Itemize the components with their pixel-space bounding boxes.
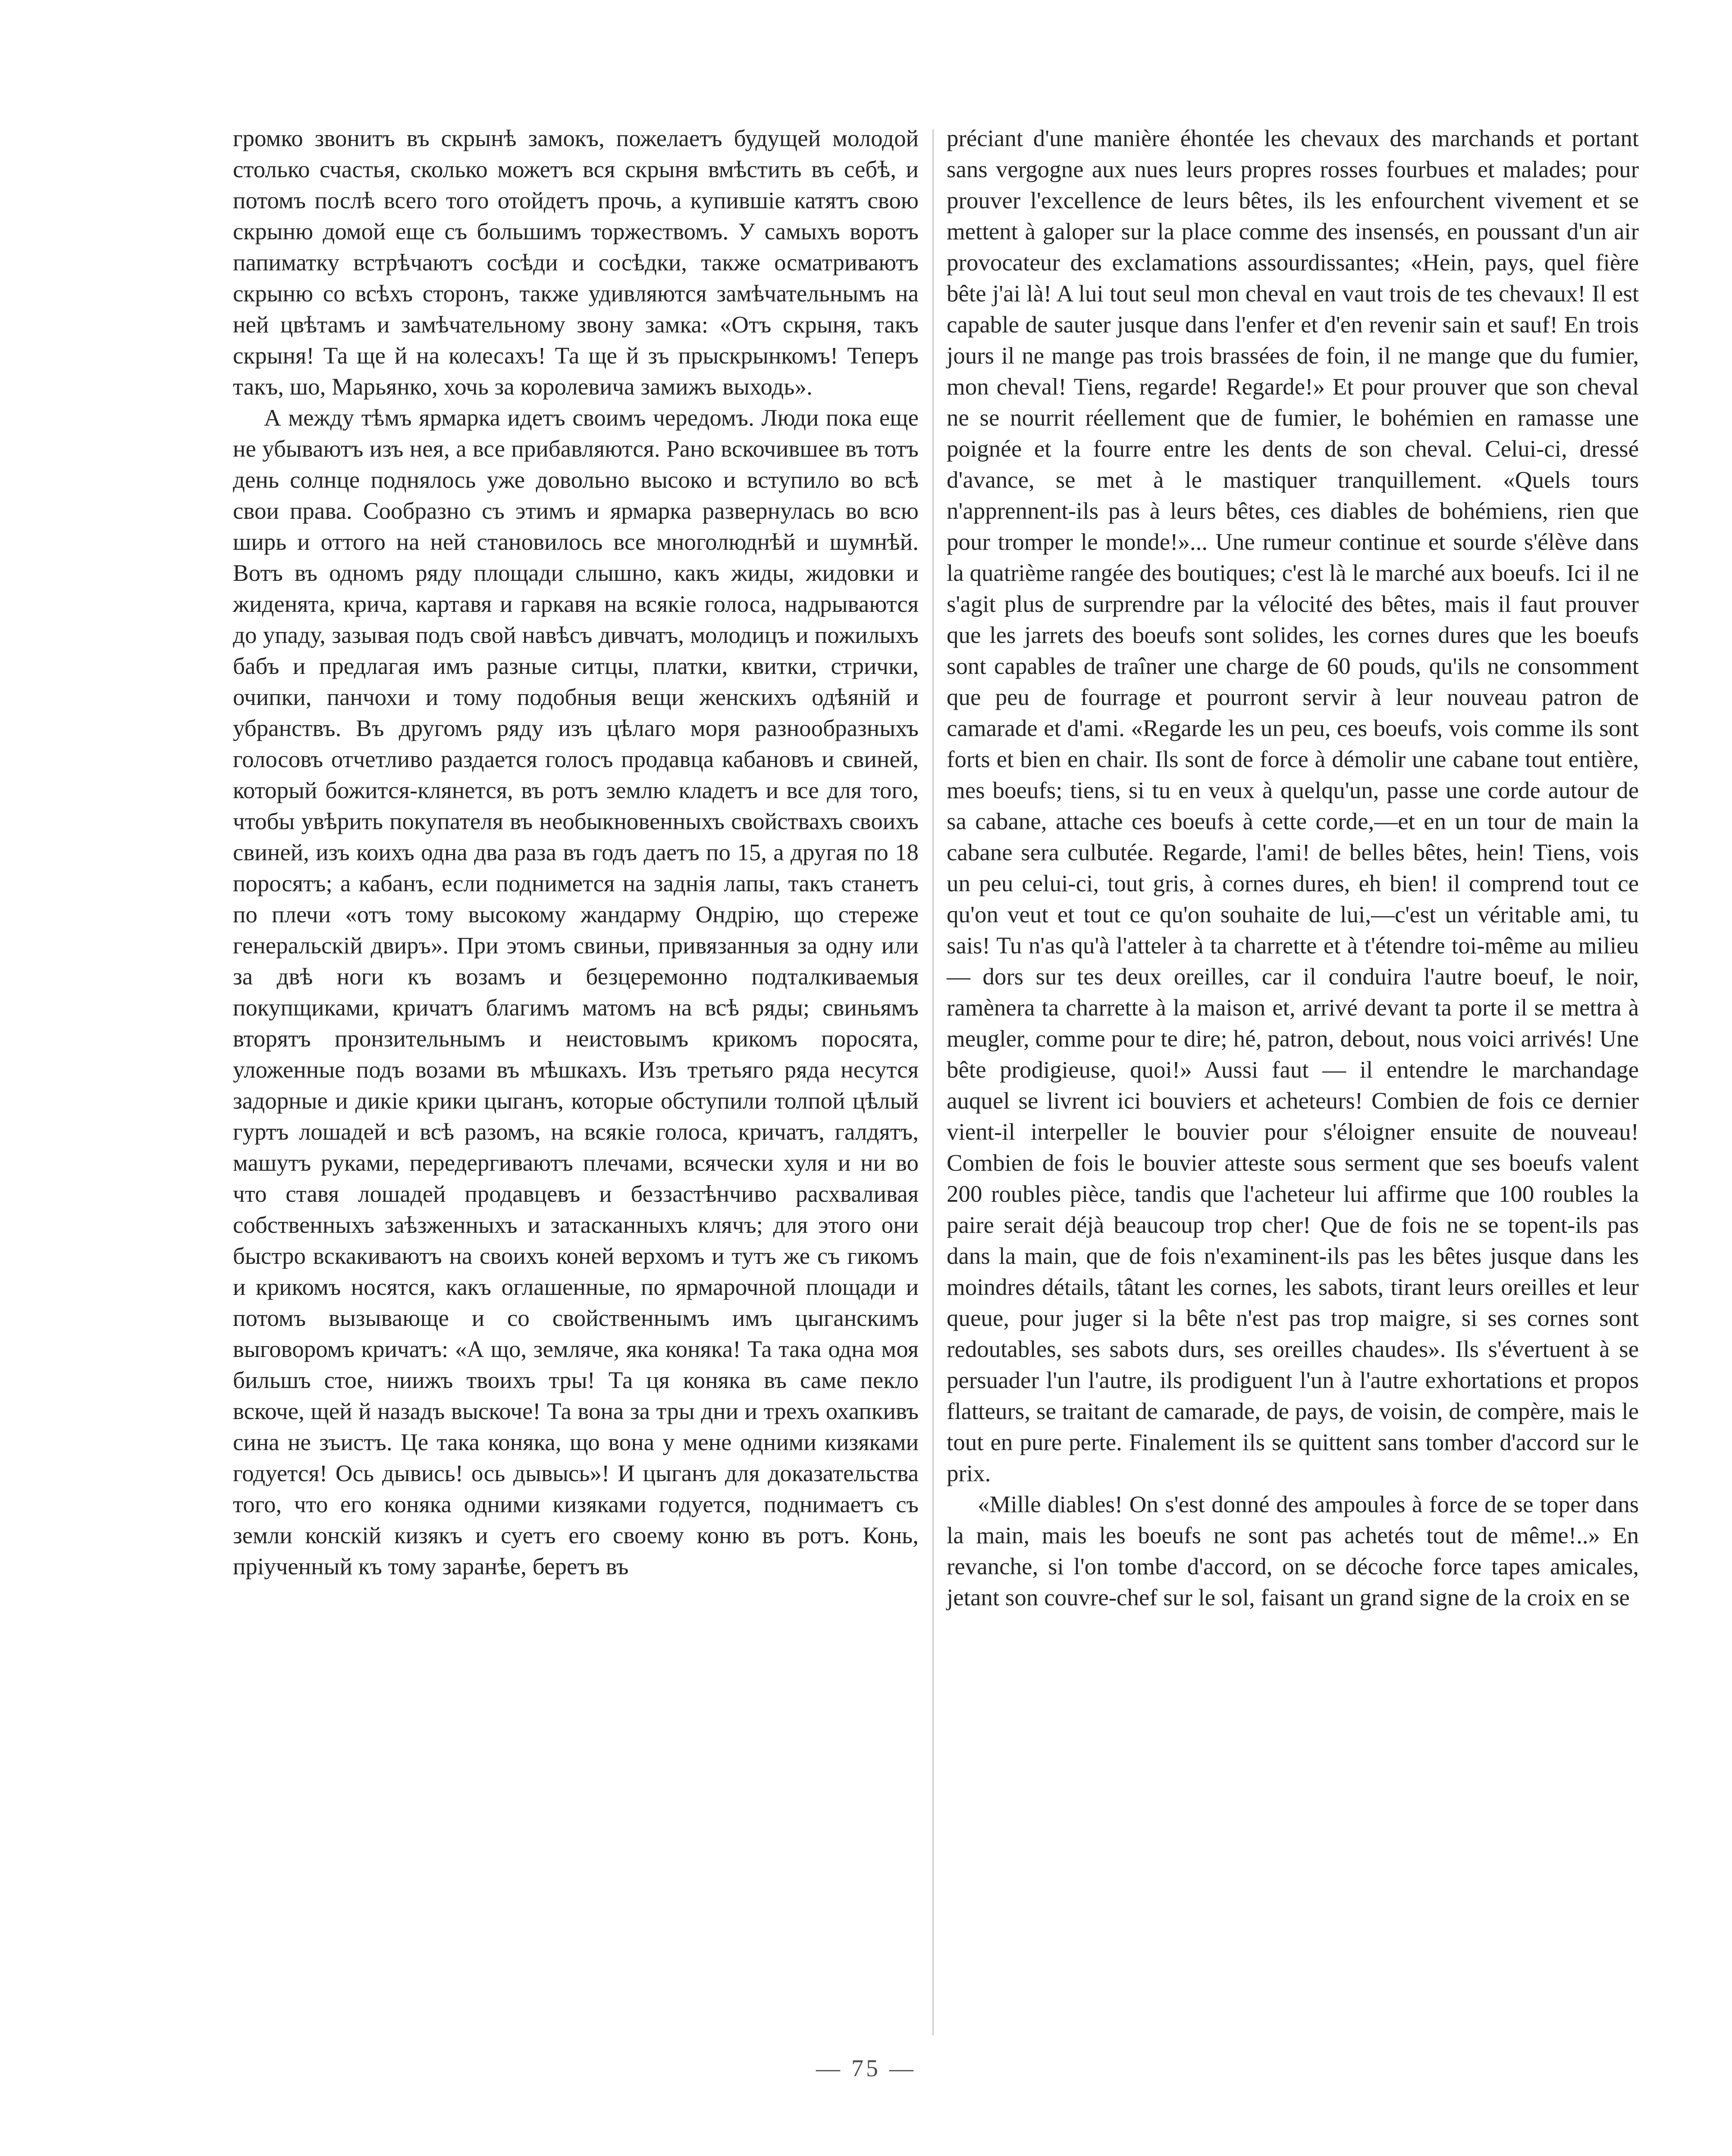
- french-paragraph-2: «Mille diables! On s'est donné des ampoules à force de se toper dans la main, mais les boeufs ne sont pas achetés tout de même!..» En revanche, si l'on tombe d'accord, on se décoche force tapes amicales, jetant son couvre-chef sur le sol, faisant un grand signe de la croix en se: [947, 1491, 1639, 1611]
- page-number: — 75 —: [816, 2055, 916, 2082]
- russian-paragraph-2: А между тѣмъ ярмарка идетъ своимъ чередомъ. Люди пока еще не убываютъ изъ нея, а все прибавляются. Рано вскочившее въ тотъ день солнце поднялось уже довольно высоко и вступило во всѣ свои права. Сообразно съ этимъ и ярмарка развернулась во всю ширь и оттого на ней становилось все многолюднѣй и шумнѣй. Вотъ въ одномъ ряду площади слышно, какъ жиды, жидовки и жиденята, крича, картавя и гаркавя на всякіе голоса, надрываются до упаду, зазывая подъ свой навѣсъ дивчатъ, молодицъ и пожилыхъ бабъ и предлагая имъ разные ситцы, платки, квитки, стрички, очипки, панчохи и тому подобныя вещи женскихъ одѣяній и убранствъ. Въ другомъ ряду изъ цѣлаго моря разнообразныхъ голосовъ отчетливо раздается голосъ продавца кабановъ и свиней, который божится-клянется, въ ротъ землю кладетъ и все для того, чтобы увѣрить покупателя въ необыкновенныхъ свойствахъ своихъ свиней, изъ коихъ одна два раза въ годъ даетъ по 15, а другая по 18 поросятъ; а кабанъ, если поднимется на заднія лапы, такъ станетъ по плечи «отъ тому высокому жандарму Ондрію, що стереже генеральскій двиръ». При этомъ свиньи, привязанныя за одну или за двѣ ноги къ возамъ и безцеремонно подталкиваемыя покупщиками, кричатъ благимъ матомъ на всѣ ряды; свиньямъ вторятъ пронзительнымъ и неистовымъ крикомъ поросята, уложенные подъ возами въ мѣшкахъ. Изъ третьяго ряда несутся задорные и дикіе крики цыганъ, которые обступили толпой цѣлый гуртъ лошадей и всѣ разомъ, на всякіе голоса, кричатъ, галдятъ, машутъ руками, передергиваютъ плечами, всячески хуля и ни во что ставя лошадей продавцевъ и беззастѣнчиво расхваливая собственныхъ заѣзженныхъ и затасканныхъ клячъ; для этого они быстро вскакиваютъ на своихъ коней верхомъ и тутъ же съ гикомъ и крикомъ носятся, какъ оглашенные, по ярмарочной площади и потомъ вызывающе и со свойственнымъ имъ цыганскимъ выговоромъ кричатъ: «А що, земляче, яка коняка! Та така одна моя бильшъ стое, ниижъ твоихъ тры! Та ця коняка въ саме пекло вскоче, щей й назадъ выскоче! Та вона за тры дни и трехъ охапкивъ сина не зъистъ. Це така коняка, що вона у мене одними кизяками годуется! Ось дывись! ось дывысь»! И цыганъ для доказательства того, что его коняка одними кизяками годуется, поднимаетъ съ земли конскій кизякъ и суетъ его своему коню въ ротъ. Конь, пріученный къ тому заранѣе, беретъ въ: [233, 404, 919, 1579]
- russian-paragraph-1: громко звонитъ въ скрынѣ замокъ, пожелаетъ будущей молодой столько счастья, сколько можетъ вся скрыня вмѣстить въ себѣ, и потомъ послѣ всего того отойдетъ прочь, а купившіе катятъ свою скрыню домой еще съ большимъ торжествомъ. У самыхъ воротъ папиматку встрѣчаютъ сосѣди и сосѣдки, также осматриваютъ скрыню со всѣхъ сторонъ, также удивляются замѣчательнымъ на ней цвѣтамъ и замѣчательному звону замка: «Отъ скрыня, такъ скрыня! Та ще й на колесахъ! Та ще й зъ прыскрынкомъ! Теперъ такъ, шо, Марьянко, хочь за королевича замижъ выходь».: [233, 125, 919, 400]
- column-divider: [932, 129, 934, 2035]
- french-paragraph-1: préciant d'une manière éhontée les chevaux des marchands et portant sans vergogne aux nues leurs propres rosses fourbues et malades; pour prouver l'excellence de leurs bêtes, ils les enfourchent vivement et se mettent à galoper sur la place comme des insensés, en poussant d'un air provocateur des exclamations assourdissantes; «Hein, pays, quel fière bête j'ai là! A lui tout seul mon cheval en vaut trois de tes chevaux! Il est capable de sauter jusque dans l'enfer et d'en revenir sain et sauf! En trois jours il ne mange pas trois brassées de foin, il ne mange que du fumier, mon cheval! Tiens, regarde! Regarde!» Et pour prouver que son cheval ne se nourrit réellement que de fumier, le bohémien en ramasse une poignée et la fourre entre les dents de son cheval. Celui-ci, dressé d'avance, se met à le mastiquer tranquillement. «Quels tours n'apprennent-ils pas à leurs bêtes, ces diables de bohémiens, rien que pour tromper le monde!»... Une rumeur continue et sourde s'élève dans la quatrième rangée des boutiques; c'est là le marché aux boeufs. Ici il ne s'agit plus de surprendre par la vélocité des bêtes, mais il faut prouver que les jarrets des boeufs sont solides, les cornes dures que les boeufs sont capables de traîner une charge de 60 pouds, qu'ils ne consomment que peu de fourrage et pourront servir à leur nouveau patron de camarade et d'ami. «Regarde les un peu, ces boeufs, vois comme ils sont forts et bien en chair. Ils sont de force à démolir une cabane tout entière, mes boeufs; tiens, si tu en veux à quelqu'un, passe une corde autour de sa cabane, attache ces boeufs à cette corde,—et en un tour de main la cabane sera culbutée. Regarde, l'ami! de belles bêtes, hein! Tiens, vois un peu celui-ci, tout gris, à cornes dures, eh bien! il comprend tout ce qu'on veut et tout ce qu'on souhaite de lui,—c'est un véritable ami, tu sais! Tu n'as qu'à l'atteler à ta charrette et à t'étendre toi-même au milieu — dors sur tes deux oreilles, car il conduira l'autre boeuf, le noir, ramènera ta charrette à la maison et, arrivé devant ta porte il se mettra à meugler, comme pour te dire; hé, patron, debout, nous voici arrivés! Une bête prodigieuse, quoi!» Aussi faut — il entendre le marchandage auquel se livrent ici bouviers et acheteurs! Combien de fois ce dernier vient-il interpeller le bouvier pour s'éloigner ensuite de nouveau! Combien de fois le bouvier atteste sous serment que ses boeufs valent 200 roubles pièce, tandis que l'acheteur lui affirme que 100 roubles la paire serait déjà beaucoup trop cher! Que de fois ne se topent-ils pas dans la main, que de fois n'examinent-ils pas les bêtes jusque dans les moindres détails, tâtant les cornes, les sabots, tirant leurs oreilles et leur queue, pour juger si la bête n'est pas trop maigre, si ses cornes sont redoutables, ses sabots durs, ses oreilles chaudes». Ils s'évertuent à se persuader l'un l'autre, ils prodiguent l'un à l'autre exhortations et propos flatteurs, se traitant de camarade, de pays, de voisin, de compère, mais le tout en pure perte. Finalement ils se quittent sans tomber d'accord sur le prix.: [947, 125, 1639, 1486]
- french-text-column: [947, 123, 1639, 1613]
- russian-text-column: [233, 123, 919, 1582]
